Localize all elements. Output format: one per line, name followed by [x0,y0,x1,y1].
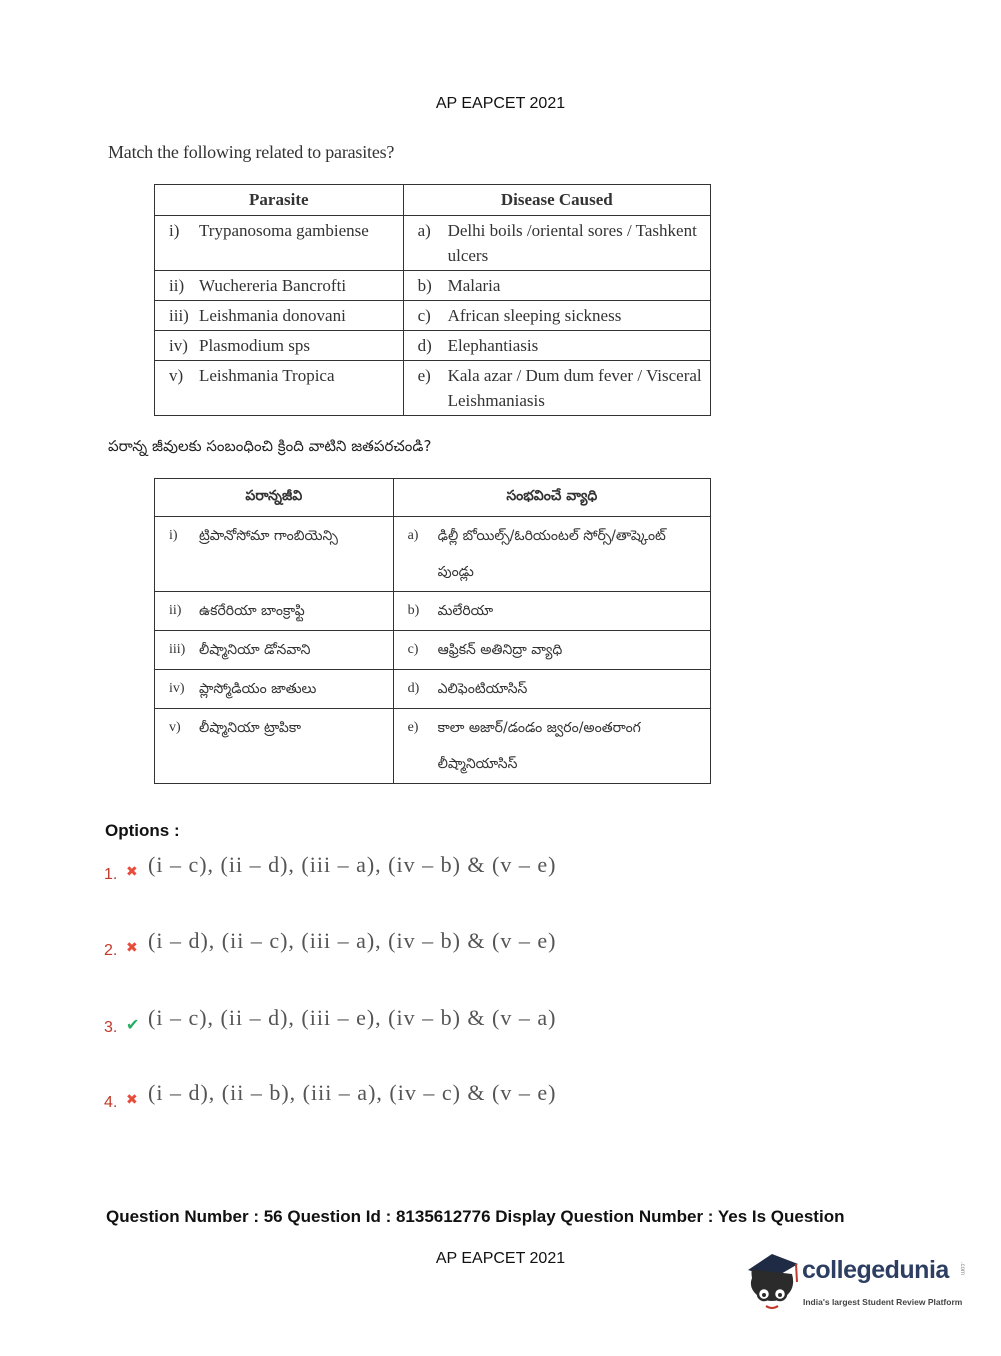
table-row [155,301,711,331]
disease-name-te: ఢిల్లీ బోయిల్స్/ఓరియంటల్ సోర్స్/తాష్కెంట్ పుండ్లు [437,528,666,580]
option-number: 1. [104,866,118,883]
parasite-name-te: లీష్మానియా ట్రాపికా [199,720,301,736]
table-row [155,631,711,670]
table-row [155,271,711,301]
row-letter: e) [407,720,419,735]
collegedunia-logo[interactable] [742,1248,972,1318]
header-parasite: Parasite [155,185,404,216]
disease-name: Malaria [447,276,501,295]
disease-name: Delhi boils /oriental sores / Tashkent ulcers [447,221,697,265]
option-text: (i – c), (ii – d), (iii – e), (iv – b) & (v – a) [148,1005,557,1030]
table-row [155,592,711,631]
logo-suffix: .com [959,1262,965,1276]
table-header-row [155,479,711,517]
logo-name: collegedunia [802,1256,949,1284]
parasite-name-te: ఉకరేరియా బాంక్రాఫ్టి [199,603,305,619]
parasite-name: Trypanosoma gambiense [199,221,369,240]
row-num: iii) [169,306,189,325]
option-text: (i – d), (ii – c), (iii – a), (iv – b) & (v – e) [148,928,557,953]
disease-name-te: కాలా అజార్/డండం జ్వరం/అంతరాంగ లీష్మానియాసిస్ [437,720,641,772]
option-number: 2. [104,942,118,959]
mascot-icon [742,1248,800,1318]
parasite-name: Leishmania Tropica [199,366,335,385]
header-disease-te: సంభవించే వ్యాధి [393,479,710,517]
option-text: (i – d), (ii – b), (iii – a), (iv – c) & (v – e) [148,1080,557,1105]
disease-name-te: ఎలిఫెంటియాసిస్ [437,681,528,697]
table-row [155,709,711,784]
row-num: i) [169,528,178,543]
row-num: ii) [169,603,182,618]
table-row [155,331,711,361]
option-number: 4. [104,1094,118,1111]
disease-name: Elephantiasis [447,336,539,355]
row-num: v) [169,720,181,735]
row-letter: a) [417,221,431,240]
options-title: Options : [105,821,180,840]
option-2[interactable] [104,928,704,962]
check-icon: ✔ [126,1015,140,1034]
header-disease: Disease Caused [403,185,710,216]
table-row [155,517,711,592]
row-letter: d) [407,681,420,696]
table-row [155,361,711,416]
cross-icon: ✖ [126,940,138,956]
row-num: iv) [169,336,188,355]
match-table-english [154,184,711,416]
page-footer-title: AP EAPCET 2021 [435,1250,566,1267]
row-num: iv) [169,681,185,696]
row-letter: a) [407,528,419,543]
row-num: ii) [169,276,185,295]
disease-name: African sleeping sickness [447,306,622,325]
table-row [155,670,711,709]
option-1[interactable] [104,852,704,886]
question-text-te: పరాన్న జీవులకు సంబంధించి క్రింది వాటిని జతపరచండి? [108,437,432,455]
cross-icon: ✖ [126,1092,138,1108]
row-letter: b) [417,276,432,295]
parasite-name: Leishmania donovani [199,306,346,325]
row-letter: b) [407,603,420,618]
question-meta: Question Number : 56 Question Id : 8135612776 Display Question Number : Yes Is Question [106,1207,845,1226]
disease-name-te: ఆఫ్రికన్ అతినిద్రా వ్యాధి [437,642,563,658]
parasite-name: Wuchereria Bancrofti [199,276,347,295]
disease-name-te: మలేరియా [437,603,494,619]
row-num: iii) [169,642,186,657]
parasite-name-te: ట్రిపానోసోమా గాంబియెన్సి [199,528,338,544]
row-letter: c) [407,642,419,657]
option-3[interactable] [104,1005,704,1039]
row-num: v) [169,366,184,385]
option-4[interactable] [104,1080,704,1114]
cross-icon: ✖ [126,864,138,880]
row-num: i) [169,221,180,240]
table-header-row [155,185,711,216]
parasite-name-te: లీష్మానియా డోనవాని [199,642,311,658]
question-text-en: Match the following related to parasites? [108,142,395,162]
row-letter: d) [417,336,432,355]
parasite-name: Plasmodium sps [199,336,310,355]
row-letter: e) [417,366,431,385]
parasite-name-te: ప్లాస్మోడియం జాతులు [199,681,317,697]
logo-tagline: India's largest Student Review Platform [803,1297,963,1307]
option-number: 3. [104,1019,118,1036]
table-row [155,216,711,271]
match-table-telugu [154,478,711,784]
row-letter: c) [417,306,431,325]
option-text: (i – c), (ii – d), (iii – a), (iv – b) & (v – e) [148,852,557,877]
header-parasite-te: పరాన్నజీవి [155,479,394,517]
disease-name: Kala azar / Dum dum fever / Visceral Leishmaniasis [447,366,702,410]
page-header-title: AP EAPCET 2021 [435,95,566,112]
